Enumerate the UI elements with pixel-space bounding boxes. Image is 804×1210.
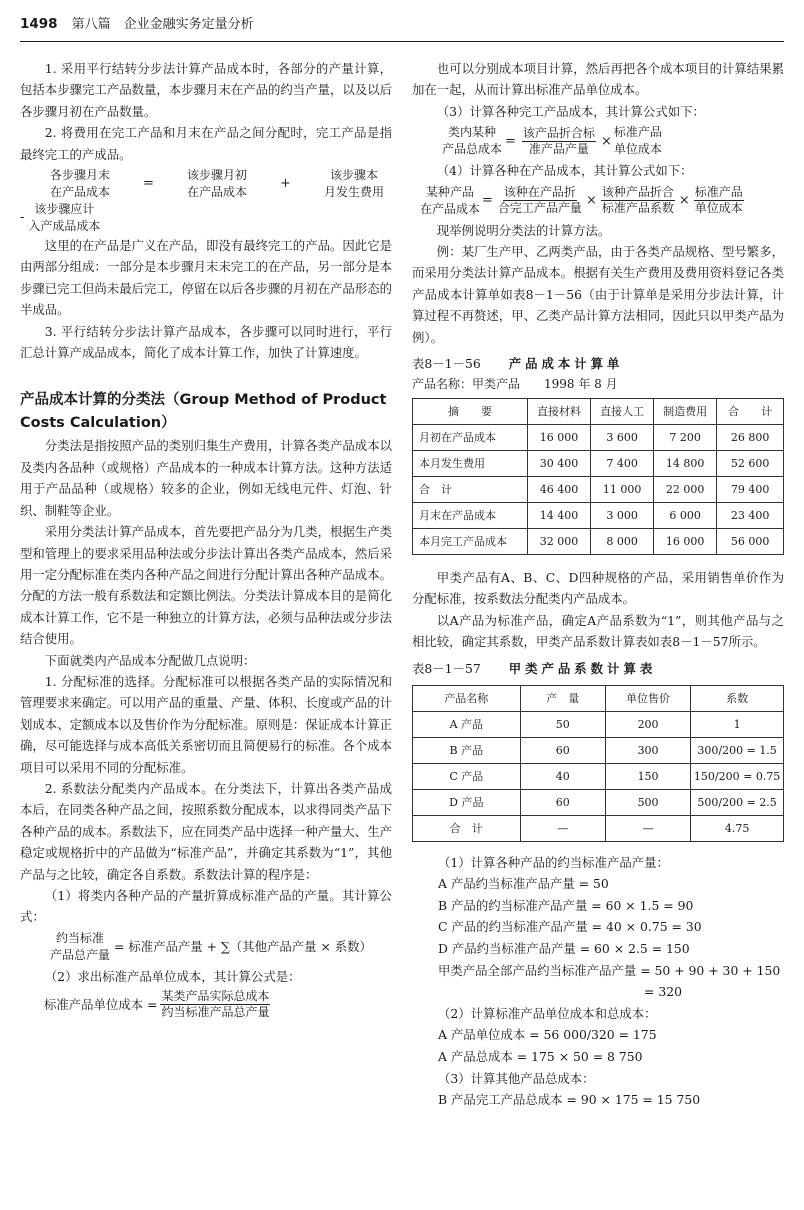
formula-term: 该步骤本	[329, 168, 378, 183]
paragraph: （2）求出标准产品单位成本，其计算公式是：	[44, 968, 301, 984]
formula-numerator: 标准产品	[694, 185, 743, 200]
formula-rhs: = 标准产品产量 + ∑（其他产品产量 × 系数）	[114, 939, 372, 955]
formula-term: 标准产品	[613, 125, 662, 140]
calc-line: （1）计算各种产品的约当标准产品产量：	[438, 854, 669, 870]
table-cell: —	[605, 815, 690, 841]
paragraph: 分类法是指按照产品的类别归集生产费用，计算各类产品成本以及类内各品种（或规格）产品成本的一种成本计算方法。这种方法适用于产品品种（或规格）较多的企业，例如无线电元件、灯泡、针织、制鞋等企业。	[20, 438, 392, 518]
table-row	[413, 815, 784, 841]
header-rule	[20, 41, 784, 42]
table-header: 直接材料	[528, 399, 591, 425]
formula-term: 入产成品成本	[28, 219, 101, 234]
table-cell: 60	[520, 789, 605, 815]
left-column	[20, 58, 392, 1022]
table-cell: 300/200 = 1.5	[691, 737, 784, 763]
table-cell: 40	[520, 763, 605, 789]
formula-numerator: 该产品折合标	[522, 125, 595, 140]
table-cell: 52 600	[717, 451, 784, 477]
formula-term: 在产品成本	[186, 185, 247, 200]
paragraph: 采用分类法计算产品成本，首先要把产品分为几类，根据生产类型和管理上的要求采用品种法或分步法计算出各类产品成本，然后采用一定分配标准在类内各种产品之间进行分配计算出各种产品成本。分配的方法一般有系数法和定额比例法。分类法计算成本目的是简化成本计算工作，它不是一种独立的计算方法，必须与品种法或分步法结合使用。	[20, 524, 392, 647]
table-cell: 3 600	[591, 425, 654, 451]
table-header: 产 量	[520, 685, 605, 711]
calc-line: A 产品总成本 = 175 × 50 = 8 750	[438, 1049, 643, 1065]
table-cell: 200	[605, 711, 690, 737]
times-sign: ×	[585, 192, 597, 208]
table-number: 表8－1－56	[412, 356, 481, 372]
equals-sign: =	[143, 176, 154, 192]
formula-term: 在产品成本	[50, 185, 111, 200]
formula-term: 在产品成本	[420, 201, 481, 216]
paragraph: 也可以分别成本项目计算，然后再把各个成本项目的计算结果累加在一起，从而计算出标准产品单位成本。	[412, 61, 784, 98]
table-cell: 150	[605, 763, 690, 789]
paragraph: 以A产品为标准产品，确定A产品系数为“1”，则其他产品与之相比较，确定其系数，甲类产品系数计算表如表8－1－57所示。	[412, 612, 784, 650]
table-cell: 16 000	[654, 529, 717, 555]
calc-line: A 产品约当标准产品产量 = 50	[438, 876, 609, 892]
table-row	[413, 503, 784, 529]
table-cell: 本月发生费用	[413, 451, 528, 477]
table-cell: 月末在产品成本	[413, 503, 528, 529]
table-cell: 150/200 = 0.75	[691, 763, 784, 789]
paragraph: 1. 分配标准的选择。分配标准可以根据各类产品的实际情况和管理要求来确定。可以用产品的重量、产量、体积、长度或产品的计划成本、定额成本以及售价作为分配标准。原则是：保证成本计算正确，尽可能选择与成本高低关系密切而且简便易行的标准。各个成本项目可以采用不同的分配标准。	[20, 673, 392, 775]
coefficient-table	[412, 685, 784, 842]
table-cell: 23 400	[717, 503, 784, 529]
table-cell: 6 000	[654, 503, 717, 529]
table-subcaption: 产品名称：甲类产品 1998 年 8 月	[412, 377, 618, 392]
page-number: 1498	[20, 16, 58, 32]
calc-line: （2）计算标准产品单位成本和总成本：	[438, 1005, 657, 1021]
formula-term: 产品总产量	[50, 947, 111, 962]
table-row	[413, 451, 784, 477]
formula-term: 类内某种	[448, 125, 497, 140]
table-cell: 7 400	[591, 451, 654, 477]
formula-term: 该步骤月初	[186, 168, 247, 183]
table-cell: 本月完工产品成本	[413, 529, 528, 555]
table-cell: 46 400	[528, 477, 591, 503]
table-row	[413, 425, 784, 451]
formula-numerator: 该种在产品折	[503, 185, 576, 200]
section-heading: 产品成本计算的分类法（Group Method of Product Costs Calculation）	[20, 392, 387, 432]
table-cell: 3 000	[591, 503, 654, 529]
table-cell: 8 000	[591, 529, 654, 555]
formula-term: 约当标准	[56, 930, 105, 945]
formula-finished-cost	[412, 124, 784, 158]
calc-line: （3）计算其他产品总成本：	[438, 1070, 595, 1086]
table-cell: 合 计	[413, 477, 528, 503]
table-row	[413, 529, 784, 555]
table-cell: B 产品	[413, 737, 521, 763]
cost-table	[412, 398, 784, 555]
table-cell: 30 400	[528, 451, 591, 477]
table-header: 系数	[691, 685, 784, 711]
formula-wip-cost	[20, 167, 392, 201]
paragraph: 甲类产品有A、B、C、D四种规格的产品，采用销售单价作为分配标准，按系数法分配类内产品成本。	[412, 570, 784, 607]
table-row	[413, 763, 784, 789]
formula-term: 各步骤月末	[50, 168, 111, 183]
table-header: 直接人工	[591, 399, 654, 425]
formula-numerator: 某类产品实际总成本	[161, 989, 270, 1004]
table-cell: 26 800	[717, 425, 784, 451]
times-sign: ×	[600, 133, 612, 149]
formula-denominator: 标准产品系数	[601, 201, 674, 216]
table-cell: 56 000	[717, 529, 784, 555]
plus-sign: +	[280, 176, 291, 192]
table-cell: 22 000	[654, 477, 717, 503]
table-cell: 7 200	[654, 425, 717, 451]
equals-sign: =	[482, 192, 493, 208]
paragraph: 下面就类内产品成本分配做几点说明：	[44, 652, 256, 668]
table-cell: 50	[520, 711, 605, 737]
calc-line: C 产品的约当标准产品产量 = 40 × 0.75 = 30	[438, 919, 702, 935]
table-cell: 月初在产品成本	[413, 425, 528, 451]
paragraph: 现举例说明分类法的计算方法。	[436, 222, 611, 238]
formula-numerator: 该种产品折合	[601, 185, 674, 200]
formula-term: 单位成本	[613, 142, 662, 157]
table-caption	[412, 659, 784, 679]
table-number: 表8－1－57	[412, 660, 481, 676]
paragraph: 1. 采用平行结转分步法计算产品成本时，各部分的产量计算，包括本步骤完工产品数量，本步骤月末在产品的约当产量，以及以后各步骤月初在产品数量。	[20, 61, 392, 119]
section-title: 第八篇 企业金融实务定量分析	[71, 17, 254, 32]
table-cell: 79 400	[717, 477, 784, 503]
paragraph: 2. 系数法分配类内产品成本。在分类法下，计算出各类产品成本后，在同类各种产品之间，按照系数分配成本，以求得同类产品下各种产品的成本。系数法下，应在同类产品中选择一种产量大、生产稳定或规格折中的产品做为“标准产品”，并确定其系数为“1”，其他产品与之比较，确定各自系数。系数法计算的程序是：	[20, 780, 392, 882]
formula-denominator: 单位成本	[694, 201, 743, 216]
formula-term: 某种产品	[426, 184, 475, 199]
paragraph: （4）计算各种在产品成本，其计算公式如下：	[436, 163, 693, 179]
paragraph: （1）将类内各种产品的产量折算成标准产品的产量。其计算公式：	[20, 888, 392, 925]
table-caption	[412, 354, 784, 374]
formula-unit-cost	[20, 989, 392, 1020]
table-cell: 16 000	[528, 425, 591, 451]
table-header: 合 计	[717, 399, 784, 425]
paragraph: 2. 将费用在完工产品和月末在产品之间分配时，完工产品是指最终完工的产成品。	[20, 125, 392, 162]
table-header-row	[413, 399, 784, 425]
table-cell: 1	[691, 711, 784, 737]
table-cell: 500	[605, 789, 690, 815]
times-sign: ×	[678, 192, 690, 208]
table-header: 制造费用	[654, 399, 717, 425]
table-row	[413, 477, 784, 503]
table-cell: 500/200 = 2.5	[691, 789, 784, 815]
table-cell: 4.75	[691, 815, 784, 841]
table-title: 产品成本计算单	[508, 356, 624, 372]
table-row	[413, 711, 784, 737]
formula-term: 月发生费用	[323, 185, 384, 200]
table-cell: 合 计	[413, 815, 521, 841]
paragraph: （3）计算各种完工产品成本，其计算公式如下：	[436, 103, 705, 119]
table-row	[413, 789, 784, 815]
paragraph: 例：某厂生产甲、乙两类产品，由于各类产品规格、型号繁多，而采用分类法计算产品成本。根据有关生产费用及费用资料登记各类产品成本计算单如表8－1－56（由于计算单是采用分步法计算，计算过程不再赘述，甲、乙类产品计算方法相同，因此只以甲类产品为例）。	[412, 244, 784, 345]
table-cell: 11 000	[591, 477, 654, 503]
formula-wip-each	[412, 184, 784, 218]
formula-equivalent-output	[20, 930, 392, 964]
formula-denominator: 准产品产量	[528, 141, 589, 156]
right-column	[412, 58, 784, 1111]
table-cell: —	[520, 815, 605, 841]
table-header: 单位售价	[605, 685, 690, 711]
minus-sign: -	[20, 210, 25, 226]
calc-line: B 产品完工产品总成本 = 90 × 175 = 15 750	[438, 1092, 701, 1108]
table-cell: D 产品	[413, 789, 521, 815]
table-header: 产品名称	[413, 685, 521, 711]
table-cell: 32 000	[528, 529, 591, 555]
table-header-row	[413, 685, 784, 711]
table-cell: A 产品	[413, 711, 521, 737]
formula-term: 产品总成本	[442, 142, 503, 157]
formula-wip-cost-cont	[20, 201, 392, 235]
paragraph: 3. 平行结转分步法计算产品成本，各步骤可以同时进行，平行汇总计算产成品成本，简化了成本计算工作，加快了计算速度。	[20, 323, 392, 361]
calc-line: A 产品单位成本 = 56 000/320 = 175	[438, 1027, 657, 1043]
table-row	[413, 737, 784, 763]
table-cell: 300	[605, 737, 690, 763]
table-cell: 14 400	[528, 503, 591, 529]
formula-lhs: 标准产品单位成本 =	[44, 997, 158, 1013]
page-header	[20, 14, 784, 40]
calc-line: 甲类产品全部产品约当标准产品产量 = 50 + 90 + 30 + 150	[438, 962, 781, 978]
formula-denominator: 约当标准产品总产量	[161, 1005, 270, 1020]
table-title: 甲类产品系数计算表	[508, 660, 657, 676]
formula-term: 该步骤应计	[34, 202, 95, 217]
table-cell: C 产品	[413, 763, 521, 789]
formula-denominator: 合完工产品产量	[497, 201, 582, 216]
calc-line: = 320	[644, 984, 682, 1000]
calc-line: D 产品约当标准产品产量 = 60 × 2.5 = 150	[438, 941, 690, 957]
calc-line: B 产品的约当标准产品产量 = 60 × 1.5 = 90	[438, 897, 694, 913]
table-cell: 14 800	[654, 451, 717, 477]
calculation-block	[412, 852, 784, 1111]
equals-sign: =	[505, 133, 516, 149]
table-header: 摘 要	[413, 399, 528, 425]
paragraph: 这里的在产品是广义在产品，即没有最终完工的产品。因此它是由两部分组成：一部分是本步骤月末未完工的在产品，另一部分是本步骤已完工但尚未最后完工，停留在以后各步骤的月初在产品形态的半成品。	[20, 238, 392, 318]
table-cell: 60	[520, 737, 605, 763]
